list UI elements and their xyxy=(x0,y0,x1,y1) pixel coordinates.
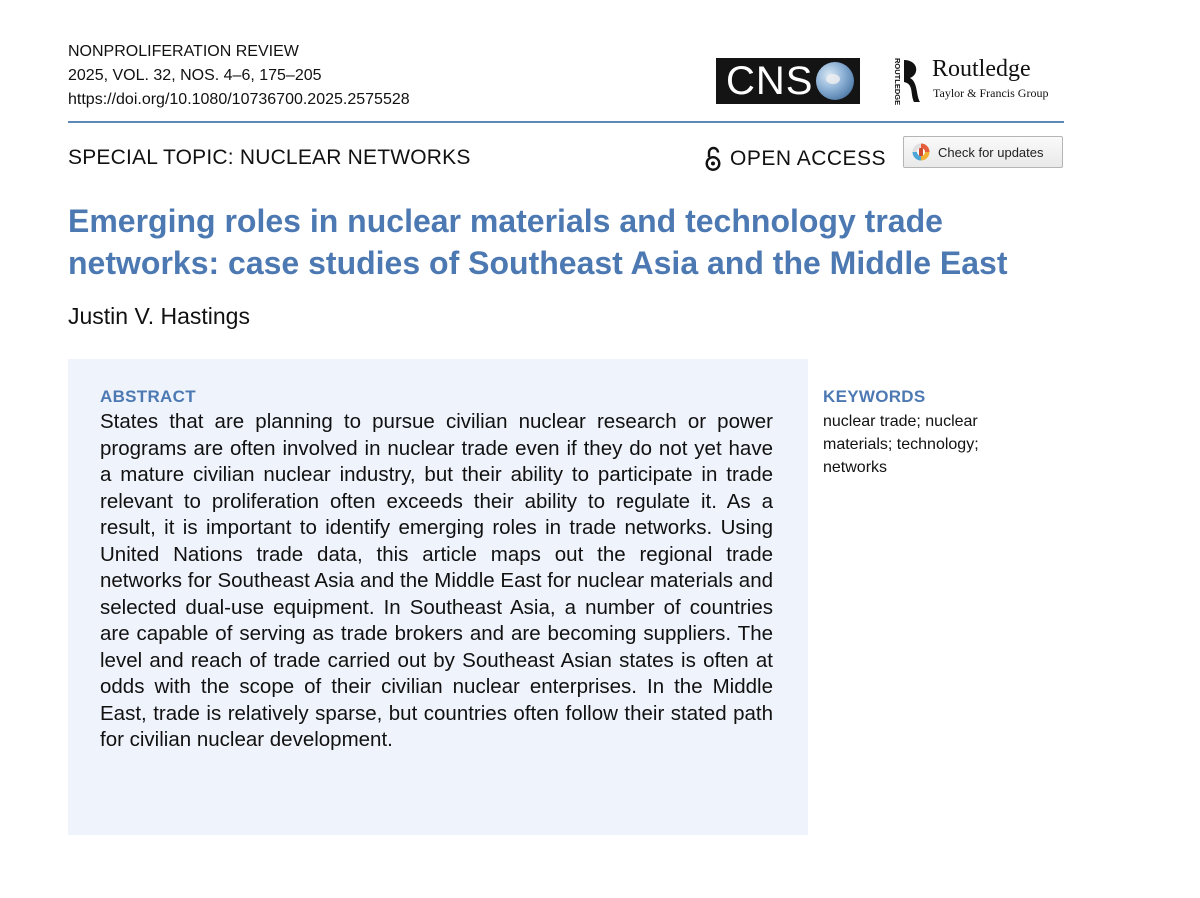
routledge-vertical-text: ROUTLEDGE xyxy=(893,58,902,106)
cns-logo xyxy=(716,58,860,104)
check-for-updates-button[interactable] xyxy=(903,136,1063,168)
cns-logo-text: CNS xyxy=(726,59,814,103)
globe-icon xyxy=(816,62,854,100)
publisher-name: Routledge xyxy=(932,56,1031,82)
journal-doi-link[interactable]: https://doi.org/10.1080/10736700.2025.2575528 xyxy=(68,91,410,108)
abstract-section xyxy=(68,359,808,835)
keywords-heading: KEYWORDS xyxy=(823,387,926,406)
publisher-group: Taylor & Francis Group xyxy=(933,86,1049,100)
check-updates-label: Check for updates xyxy=(938,144,1044,160)
journal-volume-info: 2025, VOL. 32, NOS. 4–6, 175–205 xyxy=(68,67,322,84)
routledge-mark-icon xyxy=(888,56,922,106)
check-updates-icon xyxy=(912,143,930,161)
keywords-text: nuclear trade; nuclear materials; technology; networks xyxy=(823,413,979,476)
abstract-heading: ABSTRACT xyxy=(100,387,196,406)
open-lock-icon xyxy=(704,146,722,172)
header-divider xyxy=(68,121,1064,123)
open-access-badge xyxy=(704,146,886,172)
special-topic: SPECIAL TOPIC: NUCLEAR NETWORKS xyxy=(68,146,471,169)
article-title: Emerging roles in nuclear materials and technology trade networks: case studies of Southeast Asia and the Middle East xyxy=(68,203,1008,281)
journal-meta xyxy=(68,40,410,112)
routledge-logo xyxy=(888,54,1068,106)
author-name[interactable]: Justin V. Hastings xyxy=(68,303,250,329)
journal-name: NONPROLIFERATION REVIEW xyxy=(68,43,299,60)
open-access-label: OPEN ACCESS xyxy=(730,147,887,170)
abstract-text: States that are planning to pursue civilian nuclear research or power programs are often involved in nuclear trade even if they do not yet have a mature civilian nuclear industry, but their ability to participate in trade relevant to proliferation often exceeds their ability to regulate it. As a result, it is important to identify emerging roles in trade networks. Using United Nations trade data, this article maps out the regional trade networks for Southeast Asia and the Middle East for nuclear materials and selected dual-use equipment. In Southeast Asia, a number of countries are capable of serving as trade brokers and are becoming suppliers. The level and reach of trade carried out by Southeast Asian states is often at odds with the scope of their civilian nuclear enterprises. In the Middle East, trade is relatively sparse, but countries often follow their stated path for civilian nuclear development. xyxy=(100,410,773,751)
